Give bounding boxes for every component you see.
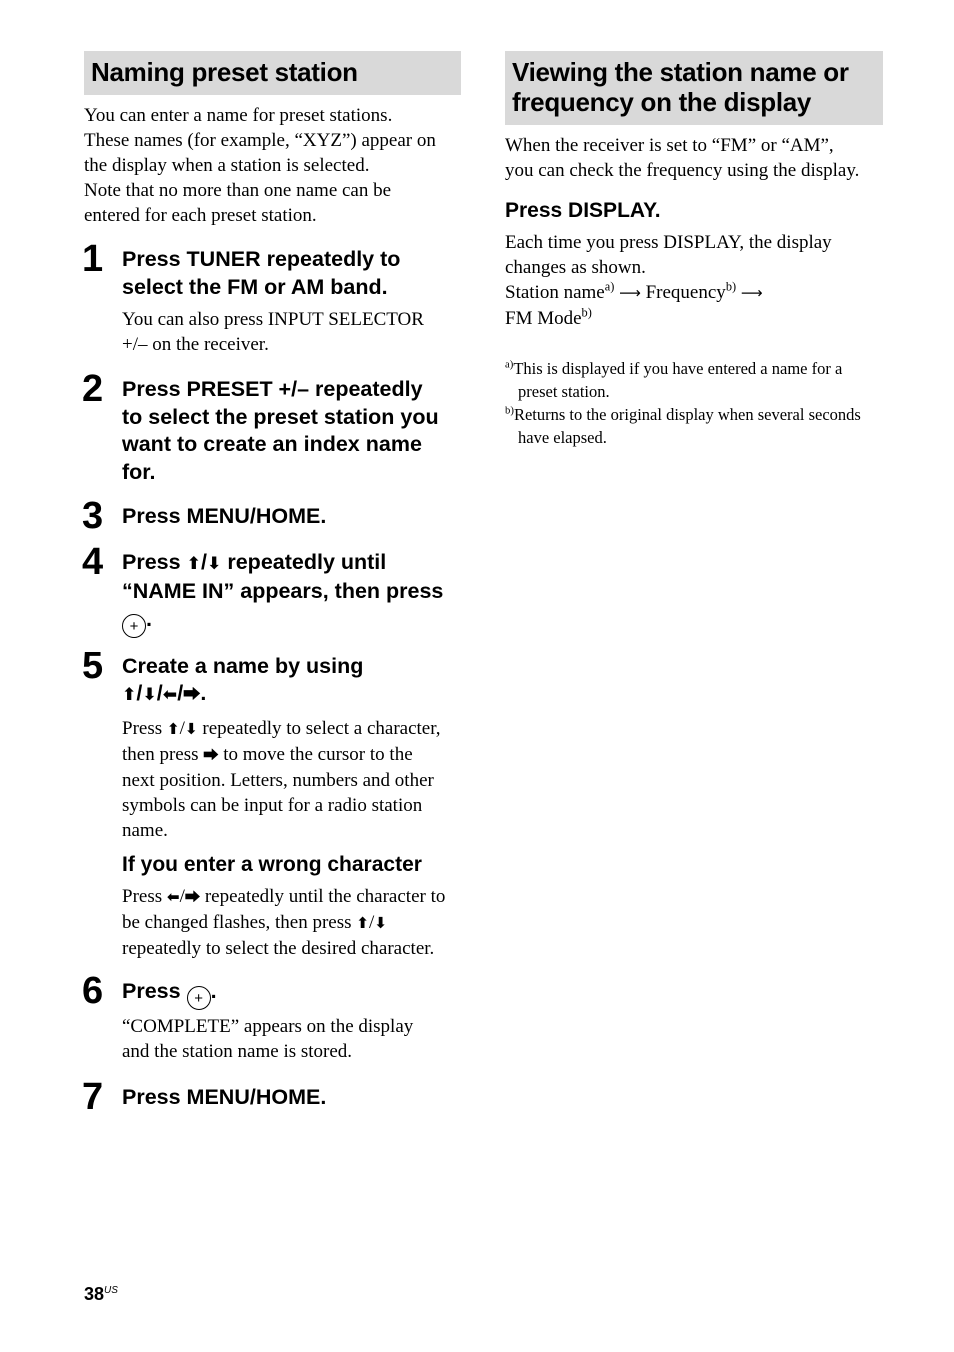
display-sequence-cont [505, 306, 883, 331]
step-number: 5 [82, 644, 104, 687]
section-heading-viewing-station-name [505, 51, 883, 125]
intro-paragraph [505, 133, 883, 183]
step-2 [82, 368, 461, 486]
step-title-line: to select the preset station you [122, 404, 439, 429]
page-number-text: 38 [84, 1284, 105, 1304]
up-arrow-icon: ⬆ [186, 553, 201, 574]
section-heading-text: frequency on the display [512, 87, 812, 117]
footnote-mark: a) [505, 358, 514, 371]
section-heading-text: Viewing the station name or [512, 57, 849, 87]
subsection-body [122, 884, 461, 961]
text: repeatedly to select a character, [202, 717, 441, 739]
right-arrow-icon: ⮕ [184, 887, 201, 906]
step-title-line: Press ⬆/⬇ repeatedly until [122, 549, 387, 574]
right-arrow-icon: ⮕ [183, 685, 201, 705]
intro-line: you can check the frequency using the display. [505, 160, 860, 181]
step-title [122, 376, 461, 486]
down-arrow-icon: ⬇ [206, 553, 222, 574]
step-5 [82, 644, 461, 961]
step-body-line: next position. Letters, numbers and other [122, 769, 434, 791]
text: Press [122, 717, 163, 739]
text: repeatedly until the character to [204, 885, 446, 907]
down-arrow-icon: ⬇ [142, 685, 157, 705]
step-title-line: Create a name by using [122, 653, 364, 678]
intro-line: the display when a station is selected. [84, 155, 370, 176]
left-arrow-icon: ⬅ [162, 685, 178, 705]
display-sequence [505, 280, 883, 306]
step-title-line: Press PRESET +/– repeatedly [122, 377, 423, 401]
step-title: Press MENU/HOME. [122, 1084, 327, 1109]
step-body [122, 716, 461, 843]
step-title-text: repeatedly until [227, 549, 387, 574]
footnotes [505, 357, 883, 449]
step-body-line: and the station name is stored. [122, 1040, 353, 1062]
footnote [505, 403, 883, 449]
step-title-line: for. [122, 459, 156, 484]
step-3 [82, 495, 461, 537]
step-body-line: Press ⬆/⬇ repeatedly to select a character, [122, 717, 441, 739]
step-body-line: +/– on the receiver. [122, 334, 269, 355]
right-column [505, 51, 883, 449]
footnote-text: Returns to the original display when several seconds have elapsed. [513, 405, 861, 447]
body-line: Each time you press DISPLAY, the display [505, 232, 832, 253]
subheading-wrong-character: If you enter a wrong character [122, 852, 422, 876]
step-title-line: Press TUNER repeatedly to [122, 247, 401, 271]
step-6 [82, 969, 461, 1064]
up-arrow-icon: ⬆ [356, 913, 369, 932]
footnote-text: This is displayed if you have entered a name for a preset station. [513, 359, 843, 401]
down-arrow-icon: ⬇ [184, 719, 198, 738]
step-body-line: be changed flashes, then press ⬆/⬇ [122, 911, 388, 933]
long-right-arrow-icon: ⟶ [740, 284, 763, 302]
text: Press [122, 885, 163, 907]
step-4 [82, 540, 461, 638]
enter-button-icon: + [122, 614, 146, 638]
step-body-line: repeatedly to select the desired character. [122, 937, 435, 959]
step-number: 4 [82, 540, 104, 583]
intro-line: When the receiver is set to “FM” or “AM”, [505, 135, 834, 156]
left-arrow-icon: ⬅ [166, 887, 180, 906]
intro-line: You can enter a name for preset stations. [84, 105, 393, 126]
step-body [122, 307, 461, 357]
step-body-line [122, 742, 461, 768]
footnote-mark: b) [505, 404, 514, 417]
step-title-line: select the FM or AM band. [122, 274, 388, 299]
enter-button-icon: + [187, 986, 211, 1010]
step-body-line: You can also press INPUT SELECTOR [122, 309, 424, 330]
page-region: US [104, 1285, 118, 1296]
section-heading-naming-preset-station [84, 51, 461, 95]
text: to move the cursor to the [223, 743, 413, 765]
step-title [122, 246, 461, 301]
step-title-line: + . [122, 606, 461, 638]
step-body-line: name. [122, 819, 168, 841]
intro-line: entered for each preset station. [84, 205, 317, 226]
step-number: 6 [82, 969, 104, 1012]
step-title-line: ⬆/⬇/⬅/⮕. [122, 681, 207, 705]
step-title-text: Press [122, 549, 181, 574]
body-line: changes as shown. [505, 257, 646, 278]
step-body-line: symbols can be input for a radio station [122, 794, 423, 816]
step-number: 2 [82, 368, 104, 410]
step-title-line: want to create an index name [122, 432, 422, 456]
intro-line: Note that no more than one name can be [84, 180, 392, 201]
step-body [122, 1014, 461, 1064]
step-title [122, 549, 461, 638]
section-heading-text: Naming preset station [91, 57, 358, 87]
step-title: Press + . [122, 978, 461, 1010]
left-column [82, 51, 461, 1118]
display-description [505, 230, 883, 331]
step-number: 7 [82, 1075, 104, 1118]
subheading-press-display: Press DISPLAY. [505, 199, 661, 222]
text: then press [122, 743, 199, 765]
step-title-line: “NAME IN” appears, then press [122, 579, 444, 603]
step-title-text: Press [122, 978, 181, 1003]
footnote-ref: a) [604, 279, 615, 294]
step-1 [82, 238, 461, 357]
step-body-line: “COMPLETE” appears on the display [122, 1015, 414, 1037]
footnote-ref: b) [581, 305, 592, 320]
step-number: 3 [82, 495, 104, 537]
footnote [505, 357, 883, 403]
sequence-item-fm-mode: FM Mode [505, 308, 582, 329]
step-7 [82, 1075, 461, 1118]
right-arrow-icon: ⮕ [203, 745, 219, 764]
long-right-arrow-icon: ⟶ [619, 284, 641, 302]
step-body-line: Press ⬅/⮕ repeatedly until the character to [122, 885, 446, 907]
text: be changed flashes, then press [122, 911, 352, 933]
footnote-ref: b) [725, 279, 737, 294]
up-arrow-icon: ⬆ [166, 719, 180, 738]
up-arrow-icon: ⬆ [122, 685, 137, 705]
sequence-item-station-name: Station name [505, 282, 605, 303]
intro-paragraph [84, 103, 461, 228]
step-title: Press MENU/HOME. [122, 504, 327, 528]
step-number: 1 [82, 238, 104, 280]
sequence-item-frequency: Frequency [645, 282, 726, 303]
intro-line: These names (for example, “XYZ”) appear on [84, 130, 436, 151]
step-title [122, 653, 461, 710]
down-arrow-icon: ⬇ [374, 913, 388, 932]
page-number [84, 1284, 118, 1305]
